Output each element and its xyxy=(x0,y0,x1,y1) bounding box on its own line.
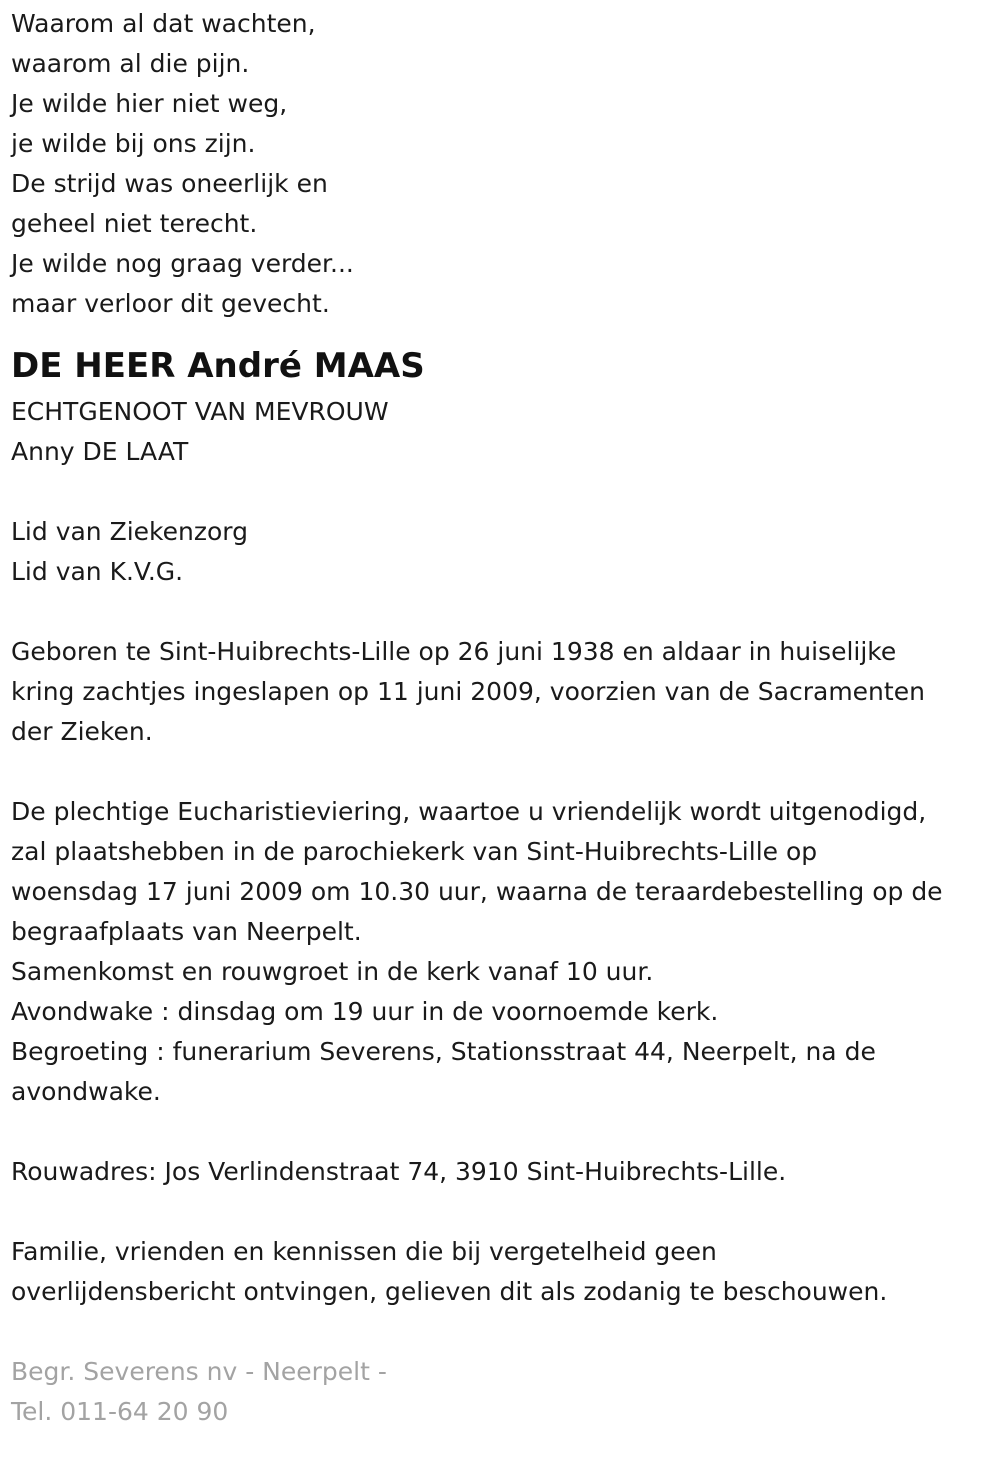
paragraph-line: avondwake. xyxy=(11,1077,161,1106)
spacer xyxy=(11,472,996,512)
footer-phone: Tel. 011-64 20 90 xyxy=(11,1397,229,1426)
mourning-address: Rouwadres: Jos Verlindenstraat 74, 3910 Sint-Huibrechts-Lille. xyxy=(11,1157,787,1186)
poem-line: maar verloor dit gevecht. xyxy=(11,289,330,318)
spacer xyxy=(11,752,996,792)
paragraph-line: begraafplaats van Neerpelt. xyxy=(11,917,362,946)
paragraph-line: der Zieken. xyxy=(11,717,153,746)
membership-item: Lid van K.V.G. xyxy=(11,557,184,586)
footer-line: Begr. Severens nv - Neerpelt - xyxy=(11,1357,387,1386)
poem xyxy=(11,4,996,324)
paragraph-line: woensdag 17 juni 2009 om 10.30 uur, waarna de teraardebestelling op de xyxy=(11,877,943,906)
paragraph-line: Familie, vrienden en kennissen die bij vergetelheid geen xyxy=(11,1237,717,1266)
family-note xyxy=(11,1232,996,1312)
deceased-name: DE HEER André MAAS xyxy=(11,346,425,386)
paragraph-line: kring zachtjes ingeslapen op 11 juni 2009, voorzien van de Sacramenten xyxy=(11,677,925,706)
spouse-name: Anny DE LAAT xyxy=(11,437,189,466)
obituary-notice xyxy=(11,4,996,1432)
paragraph-line: zal plaatshebben in de parochiekerk van Sint-Huibrechts-Lille op xyxy=(11,837,818,866)
poem-line: waarom al die pijn. xyxy=(11,49,250,78)
paragraph-line: Geboren te Sint-Huibrechts-Lille op 26 juni 1938 en aldaar in huiselijke xyxy=(11,637,897,666)
paragraph-line: De plechtige Eucharistieviering, waartoe u vriendelijk wordt uitgenodigd, xyxy=(11,797,927,826)
paragraph-line: Avondwake : dinsdag om 19 uur in de voornoemde kerk. xyxy=(11,997,719,1026)
membership-item: Lid van Ziekenzorg xyxy=(11,517,248,546)
relation-block xyxy=(11,392,996,472)
poem-line: De strijd was oneerlijk en xyxy=(11,169,328,198)
paragraph-line: Samenkomst en rouwgroet in de kerk vanaf 10 uur. xyxy=(11,957,654,986)
memberships xyxy=(11,512,996,592)
paragraph-line: overlijdensbericht ontvingen, gelieven dit als zodanig te beschouwen. xyxy=(11,1277,888,1306)
poem-line: Waarom al dat wachten, xyxy=(11,9,316,38)
paragraph-line: Begroeting : funerarium Severens, Stationsstraat 44, Neerpelt, na de xyxy=(11,1037,876,1066)
poem-line: je wilde bij ons zijn. xyxy=(11,129,256,158)
spacer xyxy=(11,1112,996,1152)
spacer xyxy=(11,1312,996,1352)
spacer xyxy=(11,592,996,632)
ceremony-paragraph xyxy=(11,792,996,1112)
poem-line: Je wilde hier niet weg, xyxy=(11,89,288,118)
birth-death-paragraph xyxy=(11,632,996,752)
poem-line: Je wilde nog graag verder... xyxy=(11,249,354,278)
spacer xyxy=(11,1192,996,1232)
poem-line: geheel niet terecht. xyxy=(11,209,258,238)
funeral-home-footer xyxy=(11,1352,996,1432)
relation-line: ECHTGENOOT VAN MEVROUW xyxy=(11,397,389,426)
